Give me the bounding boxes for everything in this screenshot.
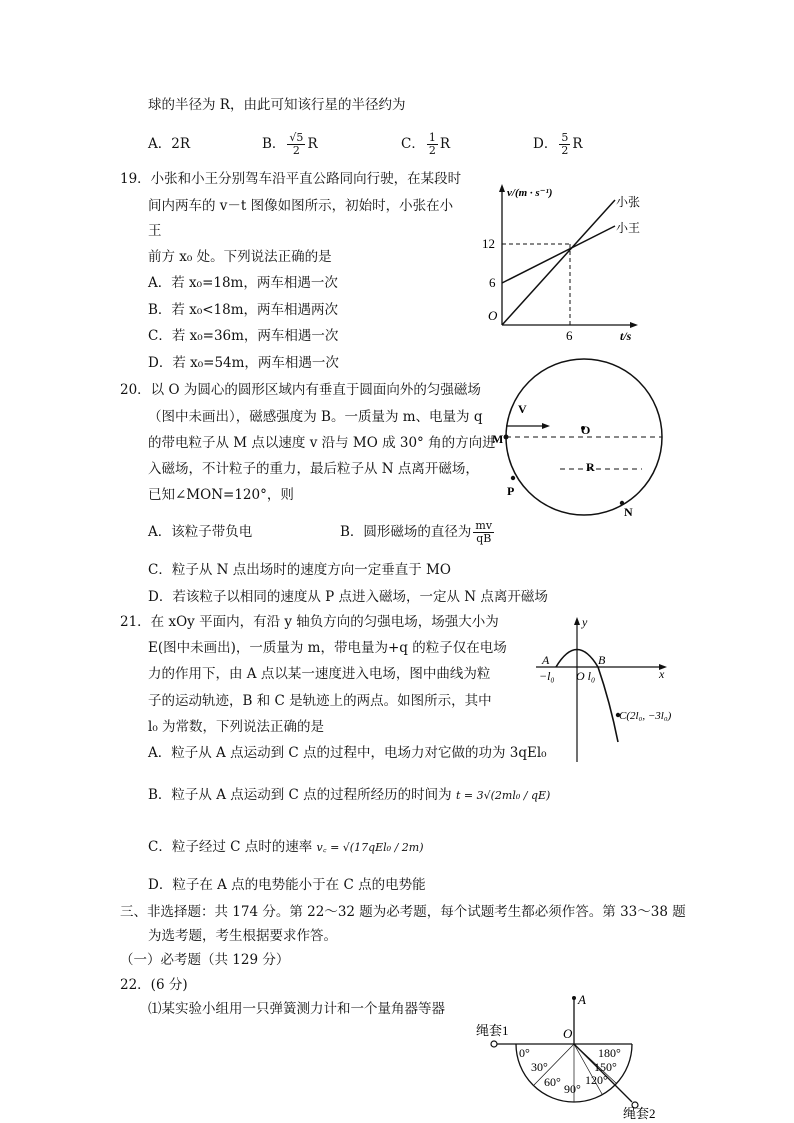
- q22-mark-30: 30°: [531, 1060, 548, 1074]
- q19-tick-6: 6: [489, 275, 496, 290]
- q22-mark-0: 0°: [519, 1046, 530, 1060]
- q20-label-n: N: [624, 505, 633, 519]
- q19-line-xiaozhang: [502, 200, 615, 325]
- q19-stem-2: 间内两车的 v－t 图像如图所示，初始时，小张在小: [148, 198, 454, 214]
- q21-label-x: x: [659, 667, 665, 681]
- q22-title: 22．(6 分): [120, 977, 188, 993]
- q20-label-p: P: [507, 484, 515, 498]
- q22-stem-1: ⑴某实验小组用一只弹簧测力计和一个量角器等器: [148, 1001, 445, 1017]
- q20-stem-1: 20．以 O 为圆心的圆形区域内有垂直于圆面向外的匀强磁场: [120, 382, 481, 398]
- q20-label-v: V: [518, 402, 527, 416]
- q21-option-a: A．粒子从 A 点运动到 C 点的过程中，电场力对它做的功为 3qEl₀: [148, 745, 547, 761]
- q21-option-c: C．粒子经过 C 点时的速率 v꜀ = √(17qEl₀ / 2m): [148, 839, 424, 855]
- q21-label-minus-l0: −l₀: [539, 669, 555, 683]
- q19-stem-4: 前方 x₀ 处。下列说法正确的是: [148, 249, 332, 265]
- q18-option-a: A．2R: [148, 136, 191, 152]
- q21-label-c: C(2l₀, −3l₀): [619, 710, 672, 722]
- q21-trajectory-curve: [556, 650, 618, 743]
- q18-option-b: B． $\frac{√5}{2}$ R: [262, 131, 318, 157]
- q21-stem-3: 力的作用下，由 A 点以某一速度进入电场，图中曲线为粒: [148, 666, 491, 682]
- q19-label-xiaowang: 小王: [616, 221, 641, 235]
- q19-stem-3: 王: [148, 223, 162, 239]
- q20-option-d: D．若该粒子以相同的速度从 P 点进入磁场，一定从 N 点离开磁场: [148, 589, 548, 605]
- q21-option-b: B．粒子从 A 点运动到 C 点的过程所经历的时间为 t = 3√(2ml₀ / qE): [148, 787, 551, 803]
- q22-label-rope2: 绳套2: [623, 1106, 656, 1120]
- q20-option-c: C．粒子从 N 点出场时的速度方向一定垂直于 MO: [148, 562, 451, 578]
- q19-x-label: t/s: [620, 329, 632, 340]
- q21-label-o-l0: O l₀: [576, 669, 596, 683]
- q20-stem-4: 入磁场，不计粒子的重力，最后粒子从 N 点离开磁场，: [148, 461, 479, 477]
- q21-option-d: D．粒子在 A 点的电势能小于在 C 点的电势能: [148, 877, 426, 893]
- q18-stem-tail: 球的半径为 R，由此可知该行星的半径约为: [148, 97, 406, 113]
- q19-origin: O: [488, 308, 498, 323]
- q19-option-c: C．若 x₀=36m，两车相遇一次: [148, 328, 339, 344]
- q20-stem-5: 已知∠MON=120°，则: [148, 487, 294, 503]
- q18-option-d: D． $\frac{5}{2}$ R: [533, 131, 583, 157]
- q22-mark-90: 90°: [564, 1082, 581, 1096]
- q21-label-a: A: [542, 653, 550, 667]
- q21-stem-4: 子的运动轨迹，B 和 C 是轨迹上的两点。如图所示，其中: [148, 693, 492, 709]
- q20-label-m: M: [492, 432, 504, 446]
- q20-stem-3: 的带电粒子从 M 点以速度 v 沿与 MO 成 30° 角的方向进: [148, 435, 496, 451]
- q21-trajectory-figure: [530, 612, 705, 764]
- q20-field-circle: [506, 359, 662, 515]
- section3-header-1: 三、非选择题：共 174 分。第 22～32 题为必考题，每个试题考生都必须作答。第 33～38 题: [120, 904, 686, 920]
- q19-option-b: B．若 x₀<18m，两车相遇两次: [148, 302, 339, 318]
- q20-option-a: A．该粒子带负电: [148, 524, 253, 540]
- q22-mark-150: 150°: [594, 1060, 617, 1074]
- q22-label-rope1: 绳套1: [476, 1023, 509, 1038]
- q21-stem-5: l₀ 为常数，下列说法正确的是: [148, 719, 325, 735]
- q20-option-b: B．圆形磁场的直径为 $\frac{mv}{qB}$: [340, 519, 493, 545]
- q22-rope1-loop: [491, 1041, 497, 1047]
- section3-header-2: 为选考题，考生根据要求作答。: [148, 928, 337, 944]
- q22-protractor-figure: [474, 990, 684, 1120]
- q21-option-c-formula: v꜀ = √(17qEl₀ / 2m): [316, 841, 424, 854]
- q20-stem-2: （图中未画出），磁感强度为 B。一质量为 m、电量为 q: [148, 409, 483, 425]
- q22-mark-120: 120°: [585, 1073, 608, 1087]
- q19-vt-graph: [478, 180, 648, 340]
- q19-tick-12: 12: [482, 236, 495, 251]
- q19-line-xiaowang: [502, 226, 615, 283]
- q19-tick-x6: 6: [566, 328, 573, 340]
- section3-required: （一）必考题（共 129 分）: [120, 952, 290, 968]
- q19-option-d: D．若 x₀=54m，两车相遇一次: [148, 355, 339, 371]
- q18-option-c: C． $\frac{1}{2}$ R: [401, 131, 451, 157]
- q21-stem-1: 21．在 xOy 平面内，有沿 y 轴负方向的匀强电场，场强大小为: [120, 614, 499, 630]
- q22-label-a: A: [578, 992, 586, 1007]
- q21-option-b-formula: t = 3√(2ml₀ / qE): [455, 789, 551, 802]
- q19-stem-1: 19．小张和小王分别驾车沿平直公路同向行驶，在某段时: [120, 171, 462, 187]
- q20-label-r: R: [586, 460, 595, 474]
- q19-y-label: v/(m · s⁻¹): [507, 187, 553, 199]
- q19-label-xiaozhang: 小张: [616, 195, 641, 209]
- q22-label-o: O: [563, 1026, 573, 1041]
- q19-option-a: A．若 x₀=18m，两车相遇一次: [148, 275, 338, 291]
- q21-label-b: B: [598, 653, 606, 667]
- q22-mark-60: 60°: [544, 1075, 561, 1089]
- q20-label-o: O: [581, 423, 591, 437]
- q22-mark-180: 180°: [598, 1046, 621, 1060]
- q20-magnetic-field-figure: [488, 356, 668, 524]
- q21-stem-2: E(图中未画出)，一质量为 m，带电量为+q 的粒子仅在电场: [148, 640, 507, 656]
- q21-label-y: y: [582, 615, 588, 629]
